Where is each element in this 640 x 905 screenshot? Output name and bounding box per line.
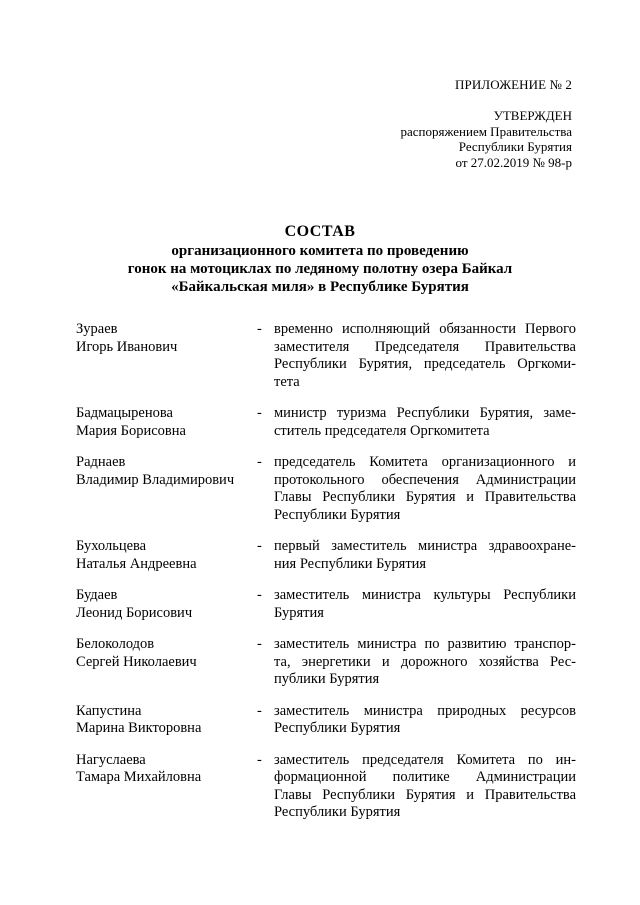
member-position — [274, 538, 576, 573]
committee-member — [76, 321, 576, 391]
member-name-line: Бадмацыренова — [76, 405, 173, 421]
separator-dash: - — [257, 405, 262, 421]
member-name-line: Раднаев — [76, 454, 126, 470]
separator-dash: - — [257, 751, 262, 768]
member-name-line: Капустина — [76, 702, 142, 719]
title-line: организационного комитета по проведению — [171, 243, 469, 259]
separator-dash: - — [257, 702, 262, 719]
member-name-line: Бухольцева — [76, 538, 147, 554]
approval-line: от 27.02.2019 № 98-р — [455, 154, 572, 170]
member-position-line: Республики Бурятия, председатель Оргкоми- — [274, 356, 576, 372]
member-position-line: председатель Комитета организационного и — [274, 454, 576, 470]
member-position — [274, 321, 576, 391]
member-name — [76, 587, 254, 622]
member-name-line: Владимир Владимирович — [76, 471, 235, 488]
separator-dash: - — [257, 538, 262, 554]
member-name-line: Белоколодов — [76, 636, 155, 652]
member-position-line: первый заместитель министра здравоохране- — [274, 538, 576, 554]
member-position-line: заместитель министра природных ресурсов — [274, 702, 576, 719]
committee-member — [76, 587, 576, 622]
member-position — [274, 636, 576, 689]
member-position-line: публики Бурятия — [274, 671, 380, 687]
member-name-line: Будаев — [76, 587, 118, 603]
member-position-line: Республики Бурятия — [274, 804, 401, 820]
member-position — [274, 752, 576, 822]
title-line: гонок на мотоциклах по ледяному полотну озера Байкал — [127, 261, 513, 277]
member-position-line: заместитель министра по развитию транспор- — [274, 636, 576, 652]
member-position — [274, 454, 576, 524]
member-position-line: заместителя Председателя Правительства — [274, 338, 576, 355]
member-name — [76, 752, 254, 787]
member-position-line: тета — [274, 373, 300, 390]
separator-dash: - — [257, 321, 262, 337]
member-position-line: министр туризма Республики Бурятия, заме- — [274, 405, 576, 421]
approval-line: УТВЕРЖДЕН — [493, 108, 572, 123]
title-main: СОСТАВ — [284, 223, 356, 240]
member-position — [274, 587, 576, 622]
committee-member — [76, 405, 576, 440]
member-position-line: Главы Республики Бурятия и Правительства — [274, 786, 576, 803]
appendix-label: ПРИЛОЖЕНИЕ № 2 — [455, 77, 572, 92]
member-position-line: Бурятия — [274, 604, 324, 621]
committee-member — [76, 636, 576, 689]
member-position-line: ния Республики Бурятия — [274, 555, 427, 572]
member-name-line: Игорь Иванович — [76, 338, 178, 355]
member-position-line: заместитель министра культуры Республики — [274, 587, 576, 603]
member-name-line: Сергей Николаевич — [76, 653, 197, 670]
committee-member — [76, 752, 576, 822]
member-position-line: протокольного обеспечения Администрации — [274, 471, 576, 488]
approval-block — [400, 108, 572, 170]
member-name-line: Нагуслаева — [76, 751, 146, 768]
member-position — [274, 703, 576, 738]
member-position-line: та, энергетики и дорожного хозяйства Рес- — [274, 653, 576, 670]
member-name — [76, 636, 254, 671]
member-name-line: Леонид Борисович — [76, 604, 193, 621]
member-name — [76, 321, 254, 356]
title-line: «Байкальская миля» в Республике Бурятия — [171, 279, 469, 295]
committee-members-list — [76, 321, 576, 822]
member-position-line: временно исполняющий обязанности Первого — [274, 321, 576, 337]
approval-line: Республики Бурятия — [458, 139, 572, 154]
member-name — [76, 405, 254, 440]
member-name-line: Тамара Михайловна — [76, 769, 202, 785]
member-name-line: Марина Викторовна — [76, 720, 202, 736]
committee-member — [76, 538, 576, 573]
committee-member — [76, 454, 576, 524]
committee-member — [76, 703, 576, 738]
approval-line: распоряжением Правительства — [400, 123, 572, 139]
member-position-line: формационной политике Администрации — [274, 769, 576, 785]
member-name-line: Наталья Андреевна — [76, 555, 197, 572]
member-position-line: ститель председателя Оргкомитета — [274, 422, 490, 439]
separator-dash: - — [257, 454, 262, 470]
separator-dash: - — [257, 587, 262, 603]
member-position-line: Главы Республики Бурятия и Правительства — [274, 489, 576, 505]
member-position-line: Республики Бурятия — [274, 720, 401, 736]
member-position-line: Республики Бурятия — [274, 506, 401, 523]
member-name-line: Зураев — [76, 321, 118, 337]
member-name — [76, 538, 254, 573]
document-title — [0, 222, 640, 296]
member-position-line: заместитель председателя Комитета по ин- — [274, 751, 576, 768]
member-name — [76, 703, 254, 738]
member-name — [76, 454, 254, 489]
separator-dash: - — [257, 636, 262, 652]
member-position — [274, 405, 576, 440]
member-name-line: Мария Борисовна — [76, 422, 186, 439]
